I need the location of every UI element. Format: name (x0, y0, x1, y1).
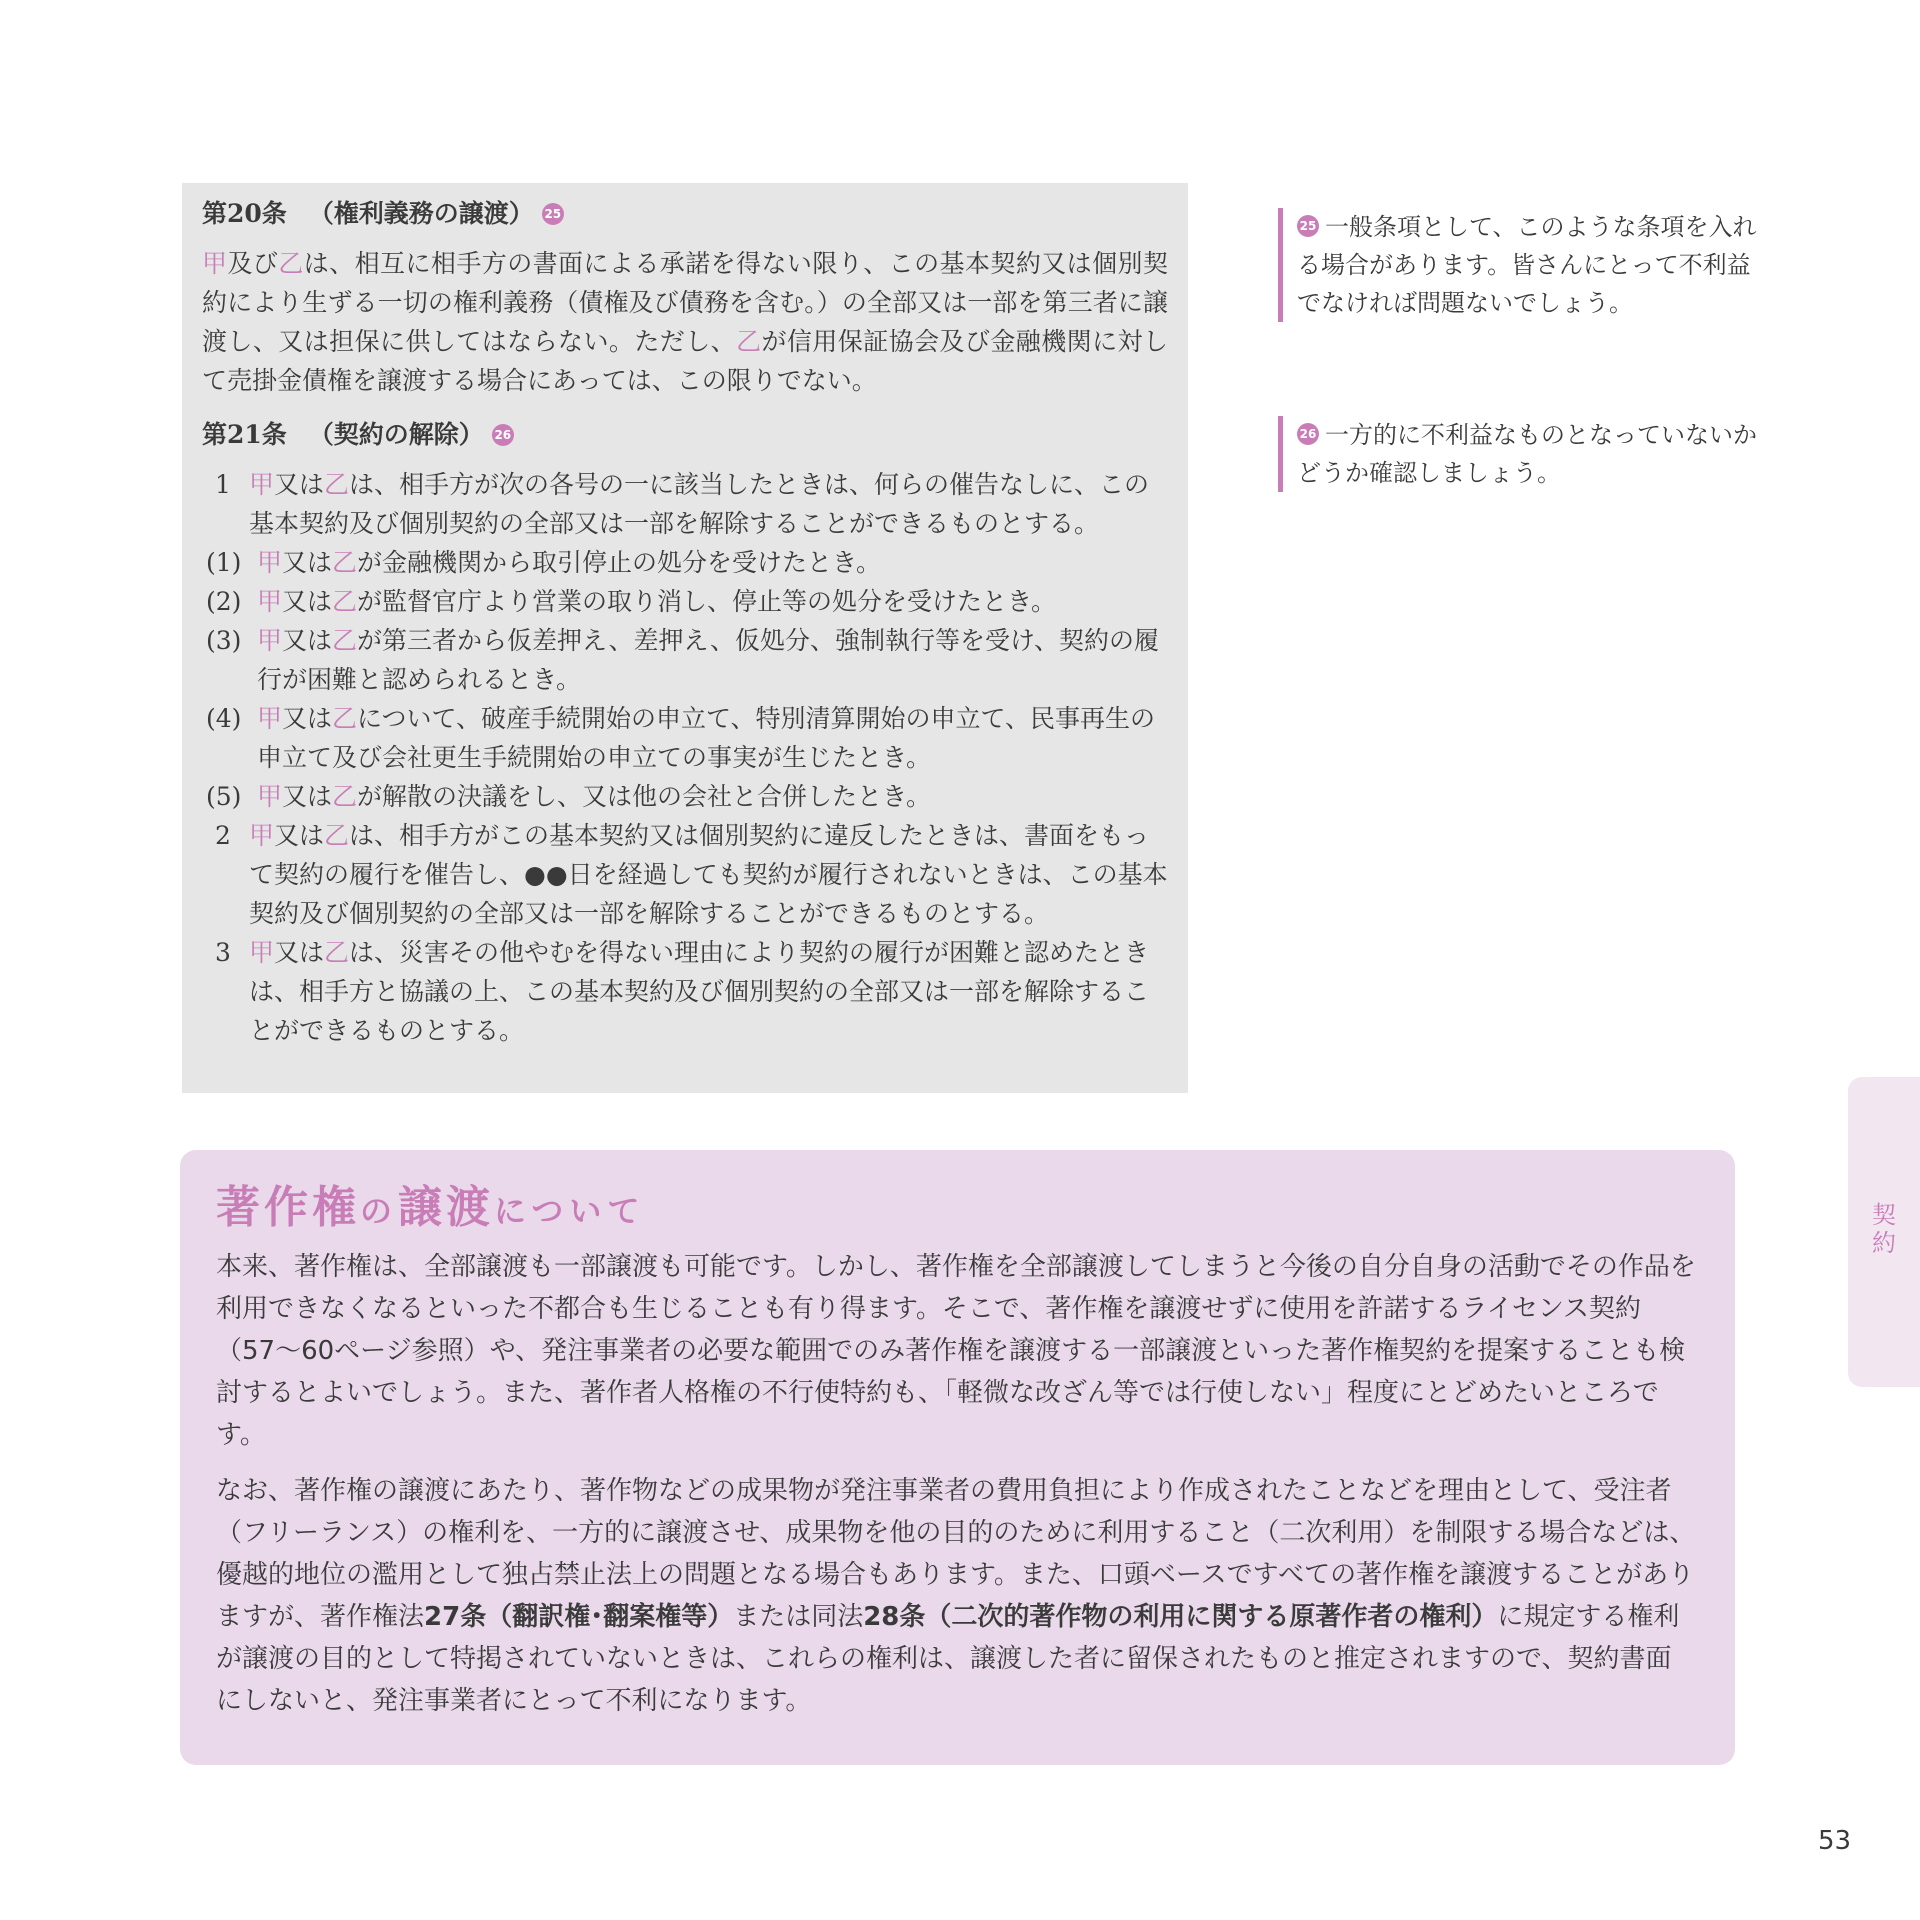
party-otsu: 乙 (736, 327, 762, 356)
party-otsu: 乙 (332, 587, 358, 616)
party-kou: 甲 (249, 938, 275, 967)
clause-sub-1 (202, 543, 1168, 582)
sub-number: (5) (206, 782, 242, 811)
box-text: に規定する権利が譲渡の目的として特掲されていないときは、これらの権利は、譲渡した者に留保されたものと推定されますので、契約書面にしないと、発注事業者にとって不利になります。 (216, 1602, 1680, 1716)
box-title (216, 1182, 1697, 1233)
party-otsu: 乙 (324, 821, 350, 850)
page-number: 53 (1818, 1826, 1852, 1856)
box-title-part: 譲渡 (398, 1182, 495, 1233)
box-paragraph-1: 本来、著作権は、全部譲渡も一部譲渡も可能です。しかし、著作権を全部譲渡してしまうと今後の自分自身の活動でその作品を利用できなくなるといった不都合も生じることも有り得ます。そこで、著作権を譲渡せずに使用を許諾するライセンス契約（57〜60ページ参照）や、発注事業者の必要な範囲でのみ著作権を譲渡する一部譲渡といった著作権契約を提案することも検討するとよいでしょう。また、著作者人格権の不行使特約も、「軽微な改ざん等では行使しない」程度にとどめたいところです。 (216, 1252, 1696, 1450)
party-kou: 甲 (257, 704, 283, 733)
article-20-text (202, 244, 1168, 400)
clause-conj: 又は (282, 704, 333, 733)
party-kou: 甲 (249, 821, 275, 850)
sub-number: (4) (206, 704, 242, 733)
section-tab-contract[interactable] (1848, 1077, 1920, 1387)
party-kou: 甲 (257, 548, 283, 577)
clause-body: は、相手方が次の各号の一に該当したときは、何らの催告なしに、この基本契約及び個別契約の全部又は一部を解除することができるものとする。 (249, 470, 1150, 538)
clause-sub-5 (202, 777, 1168, 816)
box-title-part: の (360, 1192, 399, 1230)
clause-body: が金融機関から取引停止の処分を受けたとき。 (357, 548, 882, 577)
note-marker-26: 26 (1297, 423, 1319, 445)
party-otsu: 乙 (278, 249, 304, 278)
note-marker-25: 25 (1297, 215, 1319, 237)
clause-number: 3 (215, 938, 231, 967)
article-20-segment: は、相互に相手方の書面による承諾を得ない限り、この基本契約又は個別契約により生ずる一切の権利義務（債権及び債務を含む。）の全部又は一部を第三者に譲渡し、又は担保に供してはならない。ただし、 (202, 249, 1168, 356)
note-marker-26: 26 (492, 424, 514, 446)
clause-body: は、災害その他やむを得ない理由により契約の履行が困難と認めたときは、相手方と協議の上、この基本契約及び個別契約の全部又は一部を解除することができるものとする。 (249, 938, 1150, 1045)
article-20-heading (202, 201, 1168, 226)
box-text: または同法 (733, 1602, 864, 1632)
clause-text (249, 933, 1168, 1050)
section-tab-label (1848, 1201, 1920, 1257)
sub-number: (1) (206, 548, 242, 577)
clause-body: について、破産手続開始の申立て、特別清算開始の申立て、民事再生の申立て及び会社更生手続開始の申立ての事実が生じたとき。 (257, 704, 1156, 772)
party-otsu: 乙 (332, 782, 358, 811)
clause-number: 2 (215, 821, 231, 850)
box-bold-text: 27条（翻訳権･翻案権等） (424, 1602, 734, 1632)
party-otsu: 乙 (332, 626, 358, 655)
article-21-title: （契約の解除） (308, 420, 484, 449)
clause-body: は、相手方がこの基本契約又は個別契約に違反したときは、書面をもって契約の履行を催告し、●●日を経過しても契約が履行されないときは、この基本契約及び個別契約の全部又は一部を解除することができるものとする。 (249, 821, 1168, 928)
party-otsu: 乙 (332, 704, 358, 733)
clause-conj: 又は (274, 470, 325, 499)
side-note-text: 一般条項として、このような条項を入れる場合があります。皆さんにとって不利益でなければ問題ないでしょう。 (1297, 213, 1757, 317)
box-title-part: について (494, 1192, 646, 1230)
party-kou: 甲 (249, 470, 275, 499)
box-title-part: 著作権 (216, 1182, 360, 1233)
article-20-number: 第20条 (202, 199, 287, 228)
clause-conj: 又は (282, 548, 333, 577)
party-otsu: 乙 (332, 548, 358, 577)
party-kou: 甲 (202, 249, 228, 278)
side-note-26 (1278, 416, 1758, 492)
article-20-title: （権利義務の譲渡） (308, 199, 534, 228)
article-21-heading (202, 422, 1168, 447)
clause-conj: 又は (282, 626, 333, 655)
clause-item-1 (202, 465, 1168, 543)
clause-conj: 又は (282, 587, 333, 616)
section-tab-text: 契 約 (1872, 1201, 1896, 1257)
article-21-items (202, 465, 1168, 1050)
party-kou: 甲 (257, 626, 283, 655)
side-note-25 (1278, 208, 1758, 322)
party-otsu: 乙 (324, 470, 350, 499)
clause-body: が第三者から仮差押え、差押え、仮処分、強制執行等を受け、契約の履行が困難と認められるとき。 (257, 626, 1160, 694)
note-marker-25: 25 (542, 203, 564, 225)
clause-text (249, 465, 1168, 543)
clause-item-2 (202, 816, 1168, 933)
copyright-transfer-box (180, 1150, 1735, 1765)
clause-body: が解散の決議をし、又は他の会社と合併したとき。 (357, 782, 932, 811)
party-otsu: 乙 (324, 938, 350, 967)
clause-sub-4 (202, 699, 1168, 777)
clause-sub-3 (202, 621, 1168, 699)
box-paragraph-2 (216, 1470, 1697, 1722)
clause-conj: 又は (274, 821, 325, 850)
party-kou: 甲 (257, 782, 283, 811)
sub-number: (2) (206, 587, 242, 616)
sub-number: (3) (206, 626, 242, 655)
article-20-segment: が信用保証協会及び金融機関に対して売掛金債権を譲渡する場合にあっては、この限りでない。 (202, 327, 1168, 395)
article-20-segment: 及び (227, 249, 279, 278)
clause-conj: 又は (274, 938, 325, 967)
contract-clauses-panel (182, 183, 1188, 1093)
box-text: なお、著作権の譲渡にあたり、著作物などの成果物が発注事業者の費用負担により作成されたことなどを理由として、受注者（フリーランス）の権利を、一方的に譲渡させ、成果物を他の目的のために利用すること（二次利用）を制限する場合などは、優越的地位の濫用として独占禁止法上の問題となる場合もあります。また、口頭ベースですべての著作権を譲渡することがありますが、著作権法 (216, 1476, 1696, 1632)
clause-conj: 又は (282, 782, 333, 811)
clause-body: が監督官庁より営業の取り消し、停止等の処分を受けたとき。 (357, 587, 1057, 616)
article-21-number: 第21条 (202, 420, 287, 449)
box-bold-text: 28条（二次的著作物の利用に関する原著作者の権利） (863, 1602, 1498, 1632)
party-kou: 甲 (257, 587, 283, 616)
clause-number: 1 (215, 470, 231, 499)
clause-item-3 (202, 933, 1168, 1050)
clause-sub-2 (202, 582, 1168, 621)
clause-text (249, 816, 1168, 933)
side-note-text: 一方的に不利益なものとなっていないかどうか確認しましょう。 (1297, 421, 1757, 487)
